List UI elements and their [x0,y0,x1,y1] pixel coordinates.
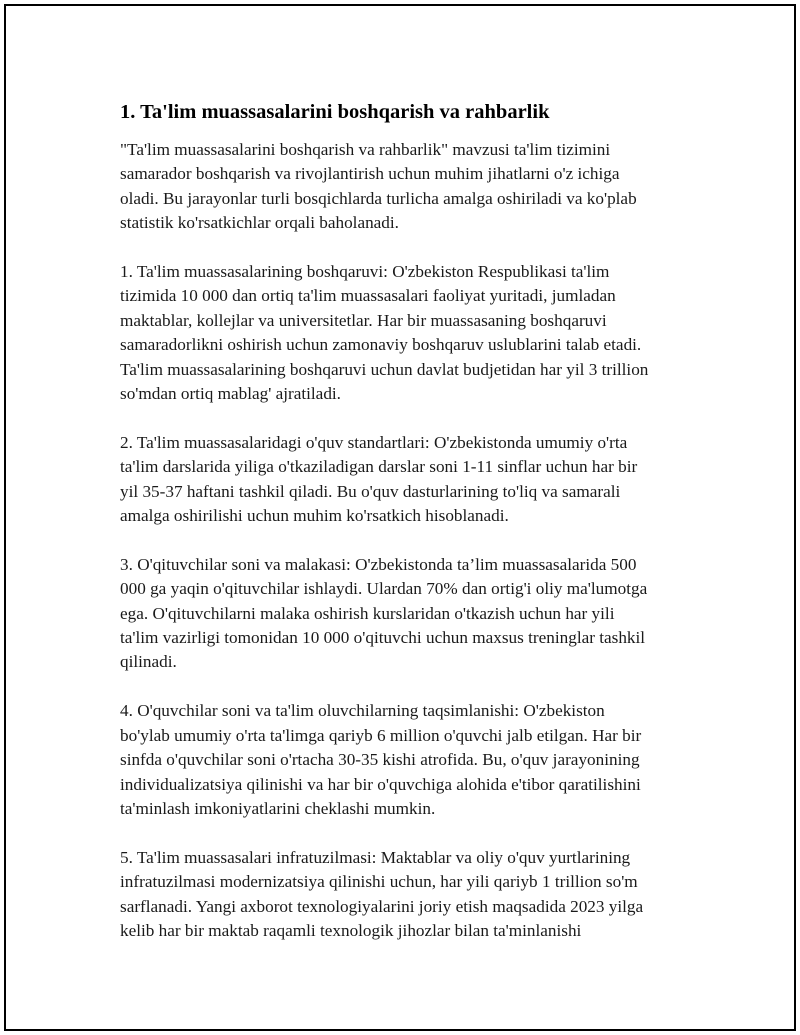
paragraph-line: sarflanadi. Yangi axborot texnologiyalarini joriy etish maqsadida 2023 yilga [120,896,644,916]
paragraph-line: 3. O'qituvchilar soni va malakasi: O'zbekistonda ta’lim muassasalarida 500 [120,554,637,574]
paragraph-line: samaradorlikni oshirish uchun zamonaviy boshqaruv uslublarini talab etadi. [120,335,642,355]
paragraph-line: 1. Ta'lim muassasalarining boshqaruvi: O'zbekiston Respublikasi ta'lim [120,262,610,282]
paragraph-line: 000 ga yaqin o'qituvchilar ishlaydi. Ulardan 70% dan ortig'i oliy ma'lumotga [120,579,648,599]
section-5-paragraph [120,846,700,944]
paragraph-line: Ta'lim muassasalarining boshqaruvi uchun davlat budjetidan har yil 3 trillion [120,359,649,379]
paragraph-line: yil 35-37 haftani tashkil qiladi. Bu o'quv dasturlarining to'liq va samarali [120,481,621,501]
paragraph-line: sinfda o'quvchilar soni o'rtacha 30-35 kishi atrofida. Bu, o'quv jarayonining [120,750,640,770]
paragraph-line: qilinadi. [120,652,177,672]
paragraph-line: 4. O'quvchilar soni va ta'lim oluvchilarning taqsimlanishi: O'zbekiston [120,701,605,721]
paragraph-line: tizimida 10 000 dan ortiq ta'lim muassasalari faoliyat yuritadi, jumladan [120,286,616,306]
paragraph-line: ta'lim darslarida yiliga o'tkaziladigan darslar soni 1-11 sinflar uchun har bir [120,457,638,477]
paragraph-line: kelib har bir maktab raqamli texnologik jihozlar bilan ta'minlanishi [120,920,582,940]
paragraph-line: individualizatsiya qilinishi va har bir o'quvchiga alohida e'tibor qaratilishini [120,774,641,794]
paragraph-line: amalga oshirilishi uchun muhim ko'rsatkich hisoblanadi. [120,506,509,526]
paragraph-line: ta'minlash imkoniyatlarini cheklashi mumkin. [120,798,436,818]
section-3-paragraph [120,553,700,675]
paragraph-line: statistik ko'rsatkichlar orqali baholanadi. [120,213,399,233]
paragraph-line: bo'ylab umumiy o'rta ta'limga qariyb 6 million o'quvchi jalb etilgan. Har bir [120,725,642,745]
paragraph-line: 5. Ta'lim muassasalari infratuzilmasi: Maktablar va oliy o'quv yurtlarining [120,847,631,867]
page-frame [4,4,796,1031]
paragraph-line: 2. Ta'lim muassasalaridagi o'quv standartlari: O'zbekistonda umumiy o'rta [120,432,628,452]
paragraph-line: infratuzilmasi modernizatsiya qilinishi uchun, har yili qariyb 1 trillion so'm [120,872,638,892]
paragraph-line: ta'lim vazirligi tomonidan 10 000 o'qituvchi uchun maxsus treninglar tashkil [120,628,646,648]
paragraph-line: samarador boshqarish va rivojlantirish uchun muhim jihatlarni o'z ichiga [120,164,620,184]
section-2-paragraph [120,431,700,529]
section-4-paragraph [120,699,700,821]
paragraph-line: maktablar, kollejlar va universitetlar. Har bir muassasaning boshqaruvi [120,310,607,330]
paragraph-line: "Ta'lim muassasalarini boshqarish va rahbarlik" mavzusi ta'lim tizimini [120,140,611,159]
paragraph-line: so'mdan ortiq mablag' ajratiladi. [120,384,341,404]
paragraph-line: oladi. Bu jarayonlar turli bosqichlarda turlicha amalga oshiriladi va ko'plab [120,188,637,208]
intro-paragraph [120,138,700,236]
section-1-paragraph [120,260,700,406]
document-content [120,98,700,968]
page-title: 1. Ta'lim muassasalarini boshqarish va rahbarlik [120,101,550,123]
paragraph-line: ega. O'qituvchilarni malaka oshirish kurslaridan o'tkazish uchun har yili [120,603,615,623]
